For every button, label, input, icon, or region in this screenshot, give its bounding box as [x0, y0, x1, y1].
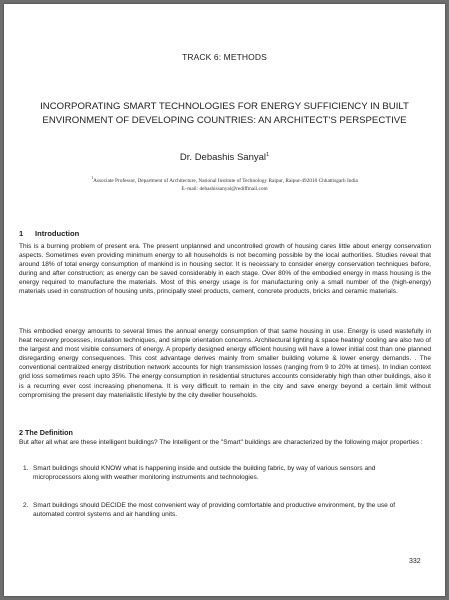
section-number: 1: [19, 229, 24, 238]
author-superscript: 1: [266, 152, 270, 158]
document-page: [4, 4, 445, 596]
affiliation-superscript: 1: [91, 175, 94, 180]
section-title: Introduction: [35, 229, 80, 238]
intro-paragraph-1: This is a burning problem of present era. The present unplanned and uncontrolled growth of housing cares little about energy conservation aspects. Sometimes even providing minimum energy to all households is not becoming possible by the local authorities. Studies reveal that around 18% of total energy consumption of mankind is in housing sector. It is necessary to consider energy conservation techniques before, during and after construction; as energy can be saved considerably in each stage. Over 80% of the embodied energy in mass housing is the energy required to manufacture the materials. Most of this energy usage is for manufacturing only a small number of the (high-energy) materials used in construction of housing units, principally steel products, cement, concrete products, bricks and ceramic materials.: [19, 243, 431, 296]
affiliation-block: [34, 174, 415, 194]
author-name: Dr. Debashis Sanyal: [179, 152, 266, 164]
definition-intro: But after all what are these intelligent buildings? The Intelligent or the "Smart" buildings are characterized by the following major properties :: [19, 439, 423, 446]
page-number: 332: [409, 558, 421, 565]
author-line: [4, 152, 445, 163]
list-text: Smart buildings should DECIDE the most convenient way of providing comfortable and productive environment, by the use of automated control systems and air handling units.: [33, 502, 396, 519]
section-2-heading: 2 The Definition: [19, 428, 73, 437]
track-header: TRACK 6: METHODS: [182, 52, 267, 62]
affiliation-email: E–mail: debashissanyal@rediffmail.com: [181, 186, 268, 193]
intro-paragraph-2: This embodied energy amounts to several times the annual energy consumption of that same housing in use. Energy is used wastefully in heat recovery processes, insulation techniques, and simple orientation concerns. Architectural lighting & space heating/ cooling are also two of the largest and most visible consumers of energy. A properly designed energy efficient housing will have a lower initial cost than one planned disregarding energy consequences. This cost advantage derives mainly from smaller building volume & lower energy demands. . The conventional centralized energy distribution network accounts for high transmission losses (ranging from 9 to 20% at times). In Indian context grid loss sometimes reach upto 35%. The energy consumption in residential structures accounts considerably high than other buildings, also it is a recurring ever cost increasing phenomena. It is very difficult to remain in the city and save energy beyond a certain limit without compromising the present day materialistic lifestyle by the city dweller households.: [19, 328, 431, 399]
list-number: 1.: [23, 465, 29, 472]
section-1-heading: [19, 229, 79, 238]
paper-title: INCORPORATING SMART TECHNOLOGIES FOR ENERGY SUFFICIENCY IN BUILT ENVIRONMENT OF DEVELOPING COUNTRIES: AN ARCHITECT'S PERSPECTIVE: [40, 101, 409, 126]
affiliation-line: [34, 174, 415, 185]
list-number: 2.: [23, 502, 29, 509]
affiliation-text: Associate Professor, Department of Architecture, National Institute of Technology Raipur, Raipur-492010 Chhattisgarh India: [93, 177, 358, 184]
list-text: Smart buildings should KNOW what is happening inside and outside the building fabric, by way of various sensors and microprocessors along with weather monitoring instruments and technologies.: [33, 465, 376, 482]
